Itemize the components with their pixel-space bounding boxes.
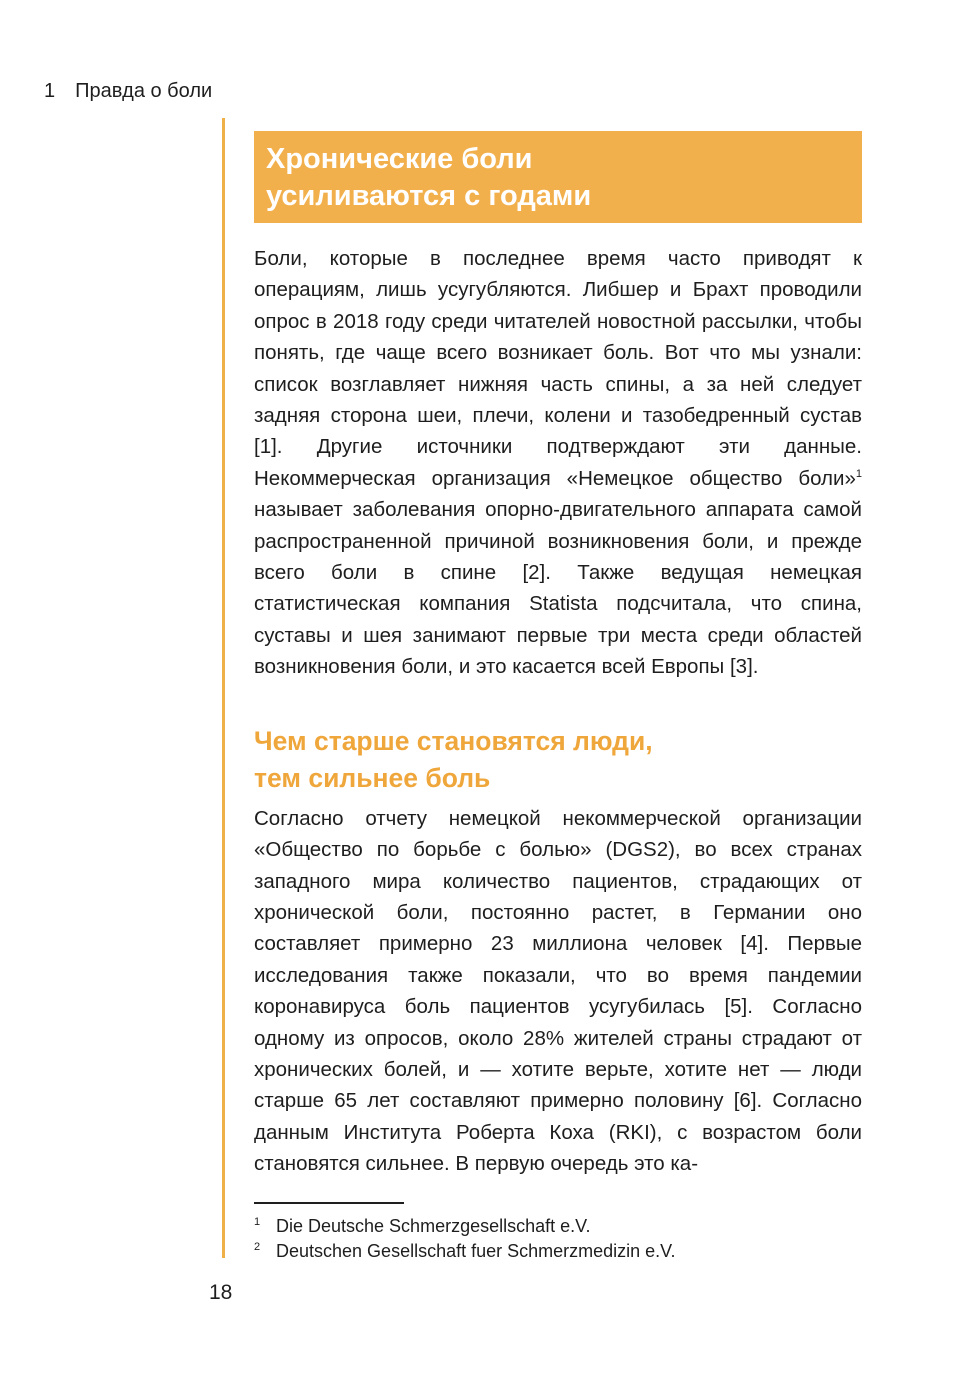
running-head [44,80,212,103]
chapter-number: 1 [44,80,56,102]
subheading-line-1: Чем старше становятся люди, [254,725,653,756]
chapter-heading-line-2: усиливаются с годами [266,180,592,212]
footnote-text: Deutschen Gesellschaft fuer Schmerzmedizin e.V. [276,1241,676,1261]
footnote [254,1214,676,1239]
footnote-ref-1[interactable]: 1 [855,468,862,481]
paragraph-2: Согласно отчету немецкой некоммерческой организации «Общество по борьбе с болью» (DGS2), во всех странах западного мира количество пациентов, страдающих от хронической боли, постоянно растет, в Германии оно составляет примерно 23 миллиона человек [4]. Первые исследования также показали, что во время пандемии коронавируса боль пациентов усугубилась [5]. Согласно одному из опросов, около 28% жителей страны страдают от хронических болей, и — хотите верьте, хотите нет — люди старше 65 лет составляют примерно половину [6]. Согласно данным Института Роберта Коха (RKI), с возрастом боли становятся сильнее. В первую очередь это ка- [254,806,862,1176]
margin-rule [222,118,225,1258]
footnote-number: 1 [254,1216,261,1228]
page-number: 18 [209,1281,233,1304]
chapter-heading [254,131,862,223]
footnote-divider [254,1202,404,1204]
chapter-title: Правда о боли [75,80,213,102]
footnote-number: 2 [254,1241,261,1253]
footnotes [254,1214,676,1264]
paragraph-1 [254,243,862,683]
paragraph-1-text-after: называет заболевания опорно-двигательного аппарата самой распространенной причиной возникновения боли, и прежде всего боли в спине [2]. Также ведущая немецкая статистическая компания Statista подсчитала, что спина, суставы и шея занимают первые три места среди областей возникновения боли, и это касается всей Европы [3]. [254,498,862,679]
paragraph-1-text: Боли, которые в последнее время часто приводят к операциям, лишь усугубляются. Либшер и Брахт проводили опрос в 2018 году среди читателей новостной рассылки, чтобы понять, где чаще всего возникает боль. Вот что мы узнали: список возглавляет нижняя часть спины, а за ней следует задняя сторона шеи, плечи, колени и тазобедренный сустав [1]. Другие источники подтверждают эти данные. Некоммерческая организация «Немецкое общество боли» [254,247,862,490]
chapter-heading-line-1: Хронические боли [266,143,533,175]
main-column [254,131,862,1180]
footnote [254,1239,676,1264]
subheading-line-2: тем сильнее боль [254,762,491,793]
subheading [254,723,862,797]
footnote-text: Die Deutsche Schmerzgesellschaft e.V. [276,1216,591,1236]
